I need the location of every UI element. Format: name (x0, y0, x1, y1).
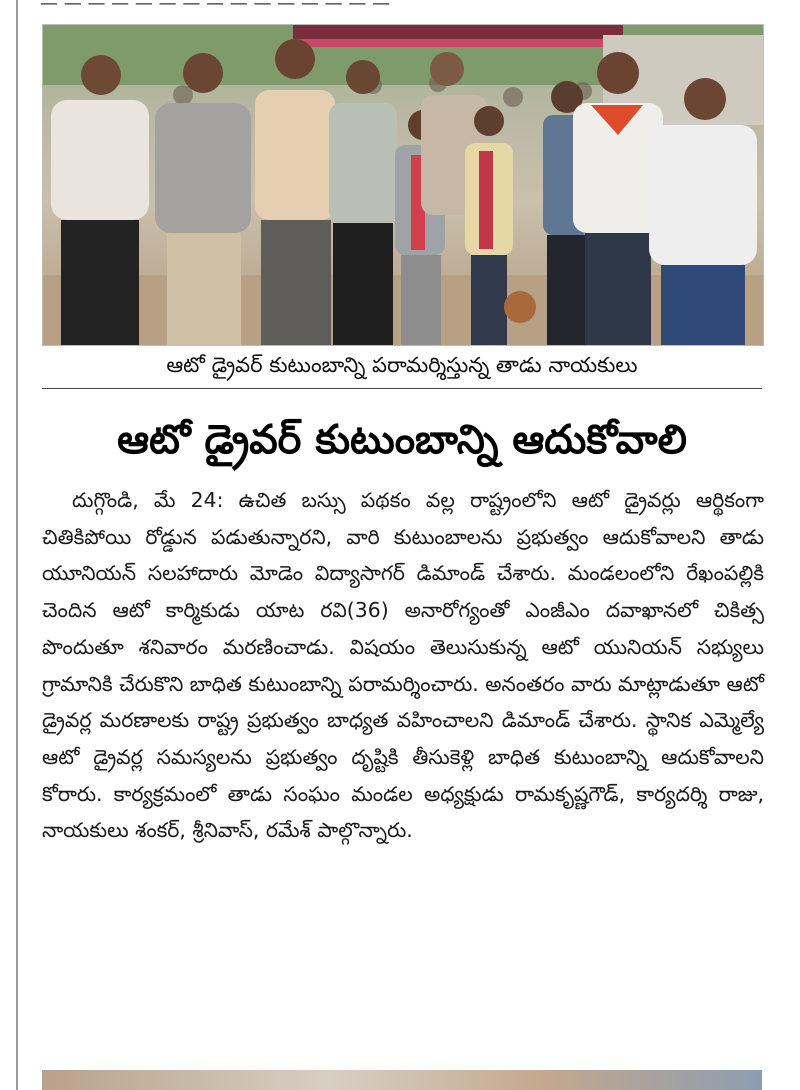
previous-article-fragment: — — — — — — — — — — — — — — — (40, 0, 391, 14)
column-rule (16, 0, 18, 1090)
headline: ఆటో డ్రైవర్ కుటుంబాన్ని ఆదుకోవాలి (117, 417, 687, 463)
photo-illustration (43, 25, 763, 345)
next-article-photo-edge (42, 1070, 762, 1090)
article-body (42, 482, 764, 849)
news-photo (42, 24, 764, 346)
body-paragraph: దుగ్గొండి, మే 24: ఉచిత బస్సు పథకం వల్ల రాష్ట్రంలోని ఆటో డ్రైవర్లు ఆర్థికంగా చితికిపోయి రోడ్డున పడుతున్నారని, వారి కుటుంబాలను ప్రభుత్వం ఆదుకోవాలని తాడు యూనియన్ సలహాదారు మోడెం విద్యాసాగర్ డిమాండ్ చేశారు. మండలంలోని రేఖంపల్లికి చెందిన ఆటో కార్మికుడు యాట రవి(36) అనారోగ్యంతో ఎంజీఎం దవాఖానలో చికిత్స పొందుతూ శనివారం మరణించాడు. విషయం తెలుసుకున్న ఆటో యునియన్ సభ్యులు గ్రామానికి చేరుకొని బాధిత కుటుంబాన్ని పరామర్శించారు. అనంతరం వారు మాట్లాడుతూ ఆటో డ్రైవర్ల మరణాలకు రాష్ట్ర ప్రభుత్వం బాధ్యత వహించాలని డిమాండ్ చేశారు. స్థానిక ఎమ్మెల్యే ఆటో డ్రైవర్ల సమస్యలను ప్రభుత్వం దృష్టికి తీసుకెళ్లి బాధిత కుటుంబాన్ని ఆదుకోవాలని కోరారు. కార్యక్రమంలో తాడు సంఘం మండల అధ్యక్షుడు రామకృష్ణగౌడ్, కార్యదర్శి రాజు, నాయకులు శంకర్, శ్రీనివాస్, రమేశ్ పాల్గొన్నారు. (42, 488, 764, 843)
photo-caption: ఆటో డ్రైవర్ కుటుంబాన్ని పరామర్శిస్తున్న తాడు నాయకులు (166, 353, 638, 377)
caption-divider (42, 388, 762, 389)
